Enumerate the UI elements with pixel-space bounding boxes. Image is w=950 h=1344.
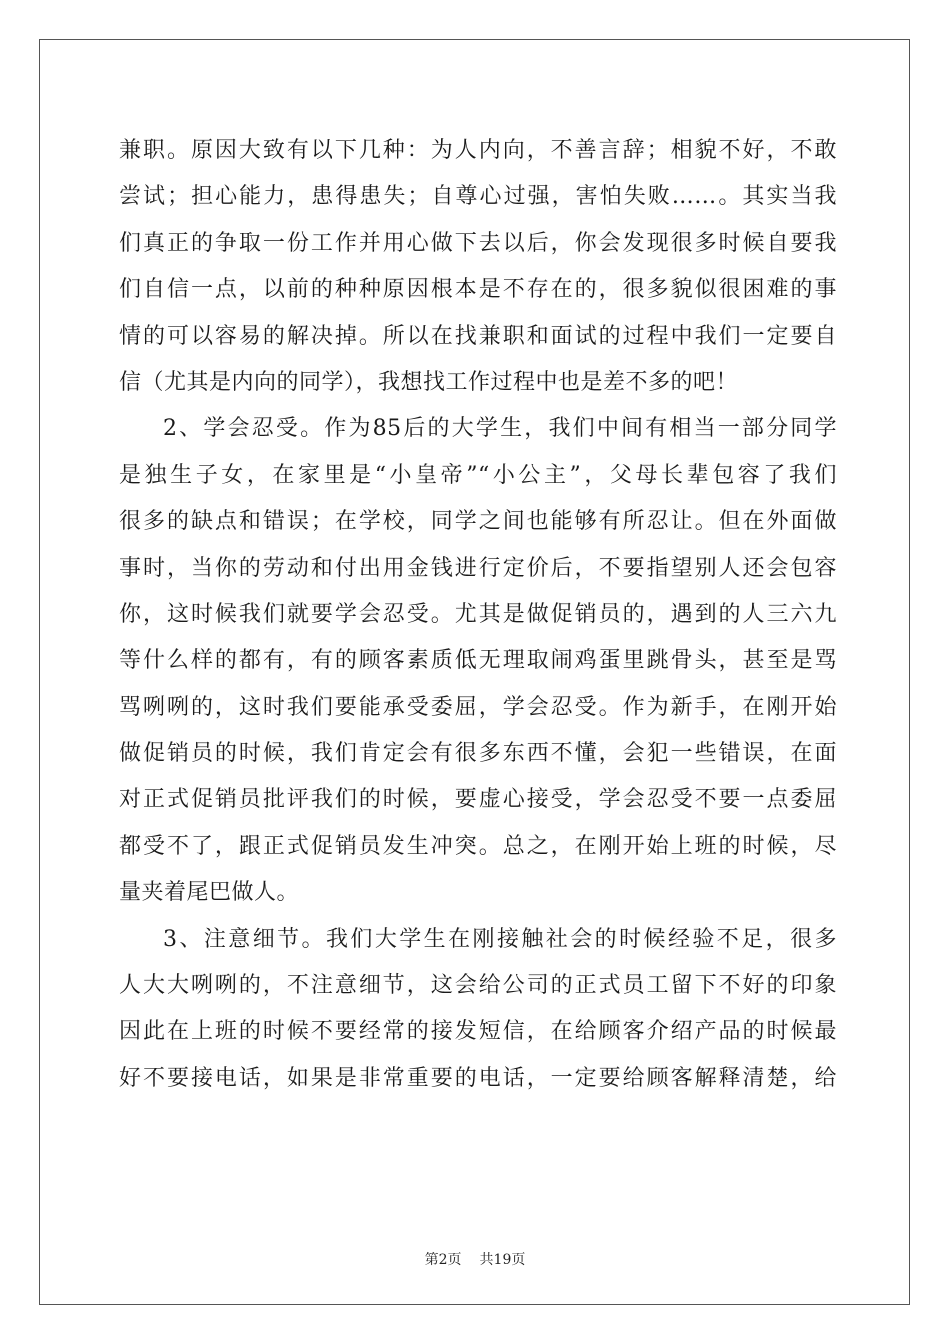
document-body bbox=[119, 128, 837, 1102]
text-line: 你，这时候我们就要学会忍受。尤其是做促销员的，遇到的人三六九 bbox=[119, 601, 837, 627]
text-line: 信（尤其是内向的同学），我想找工作过程中也是差不多的吧！ bbox=[119, 369, 739, 395]
text-line: 3、注意细节。我们大学生在刚接触社会的时候经验不足，很多 bbox=[163, 926, 837, 952]
text-line: 等什么样的都有，有的顾客素质低无理取闹鸡蛋里跳骨头，甚至是骂 bbox=[119, 648, 837, 674]
text-line: 对正式促销员批评我们的时候，要虚心接受，学会忍受不要一点委屈 bbox=[119, 787, 837, 813]
page-total: 共19页 bbox=[479, 1252, 526, 1268]
text-line: 是独生子女，在家里是“小皇帝”“小公主”，父母长辈包容了我们 bbox=[119, 462, 837, 488]
text-line: 尝试；担心能力，患得患失；自尊心过强，害怕失败……。其实当我 bbox=[119, 184, 837, 210]
text-line: 们真正的争取一份工作并用心做下去以后，你会发现很多时候自要我 bbox=[119, 230, 837, 256]
text-line: 很多的缺点和错误；在学校，同学之间也能够有所忍让。但在外面做 bbox=[119, 509, 837, 535]
text-line: 2、学会忍受。作为85后的大学生，我们中间有相当一部分同学 bbox=[163, 416, 837, 442]
text-line: 们自信一点，以前的种种原因根本是不存在的，很多貌似很困难的事 bbox=[119, 277, 837, 303]
text-line: 量夹着尾巴做人。 bbox=[119, 880, 300, 906]
text-line: 事时，当你的劳动和付出用金钱进行定价后，不要指望别人还会包容 bbox=[119, 555, 837, 581]
page-number: 第2页 bbox=[424, 1252, 462, 1268]
text-line: 都受不了，跟正式促销员发生冲突。总之，在刚开始上班的时候，尽 bbox=[119, 833, 837, 859]
text-line: 骂咧咧的，这时我们要能承受委屈，学会忍受。作为新手，在刚开始 bbox=[119, 694, 837, 720]
text-line: 情的可以容易的解决掉。所以在找兼职和面试的过程中我们一定要自 bbox=[119, 323, 837, 349]
text-line: 做促销员的时候，我们肯定会有很多东西不懂，会犯一些错误，在面 bbox=[119, 741, 837, 767]
text-line: 人大大咧咧的，不注意细节，这会给公司的正式员工留下不好的印象 bbox=[119, 973, 837, 999]
page-footer bbox=[0, 1249, 950, 1269]
text-line: 因此在上班的时候不要经常的接发短信，在给顾客介绍产品的时候最 bbox=[119, 1019, 837, 1045]
text-line: 兼职。原因大致有以下几种：为人内向，不善言辞；相貌不好，不敢 bbox=[119, 138, 837, 163]
text-line: 好不要接电话，如果是非常重要的电话，一定要给顾客解释清楚，给 bbox=[119, 1065, 837, 1091]
